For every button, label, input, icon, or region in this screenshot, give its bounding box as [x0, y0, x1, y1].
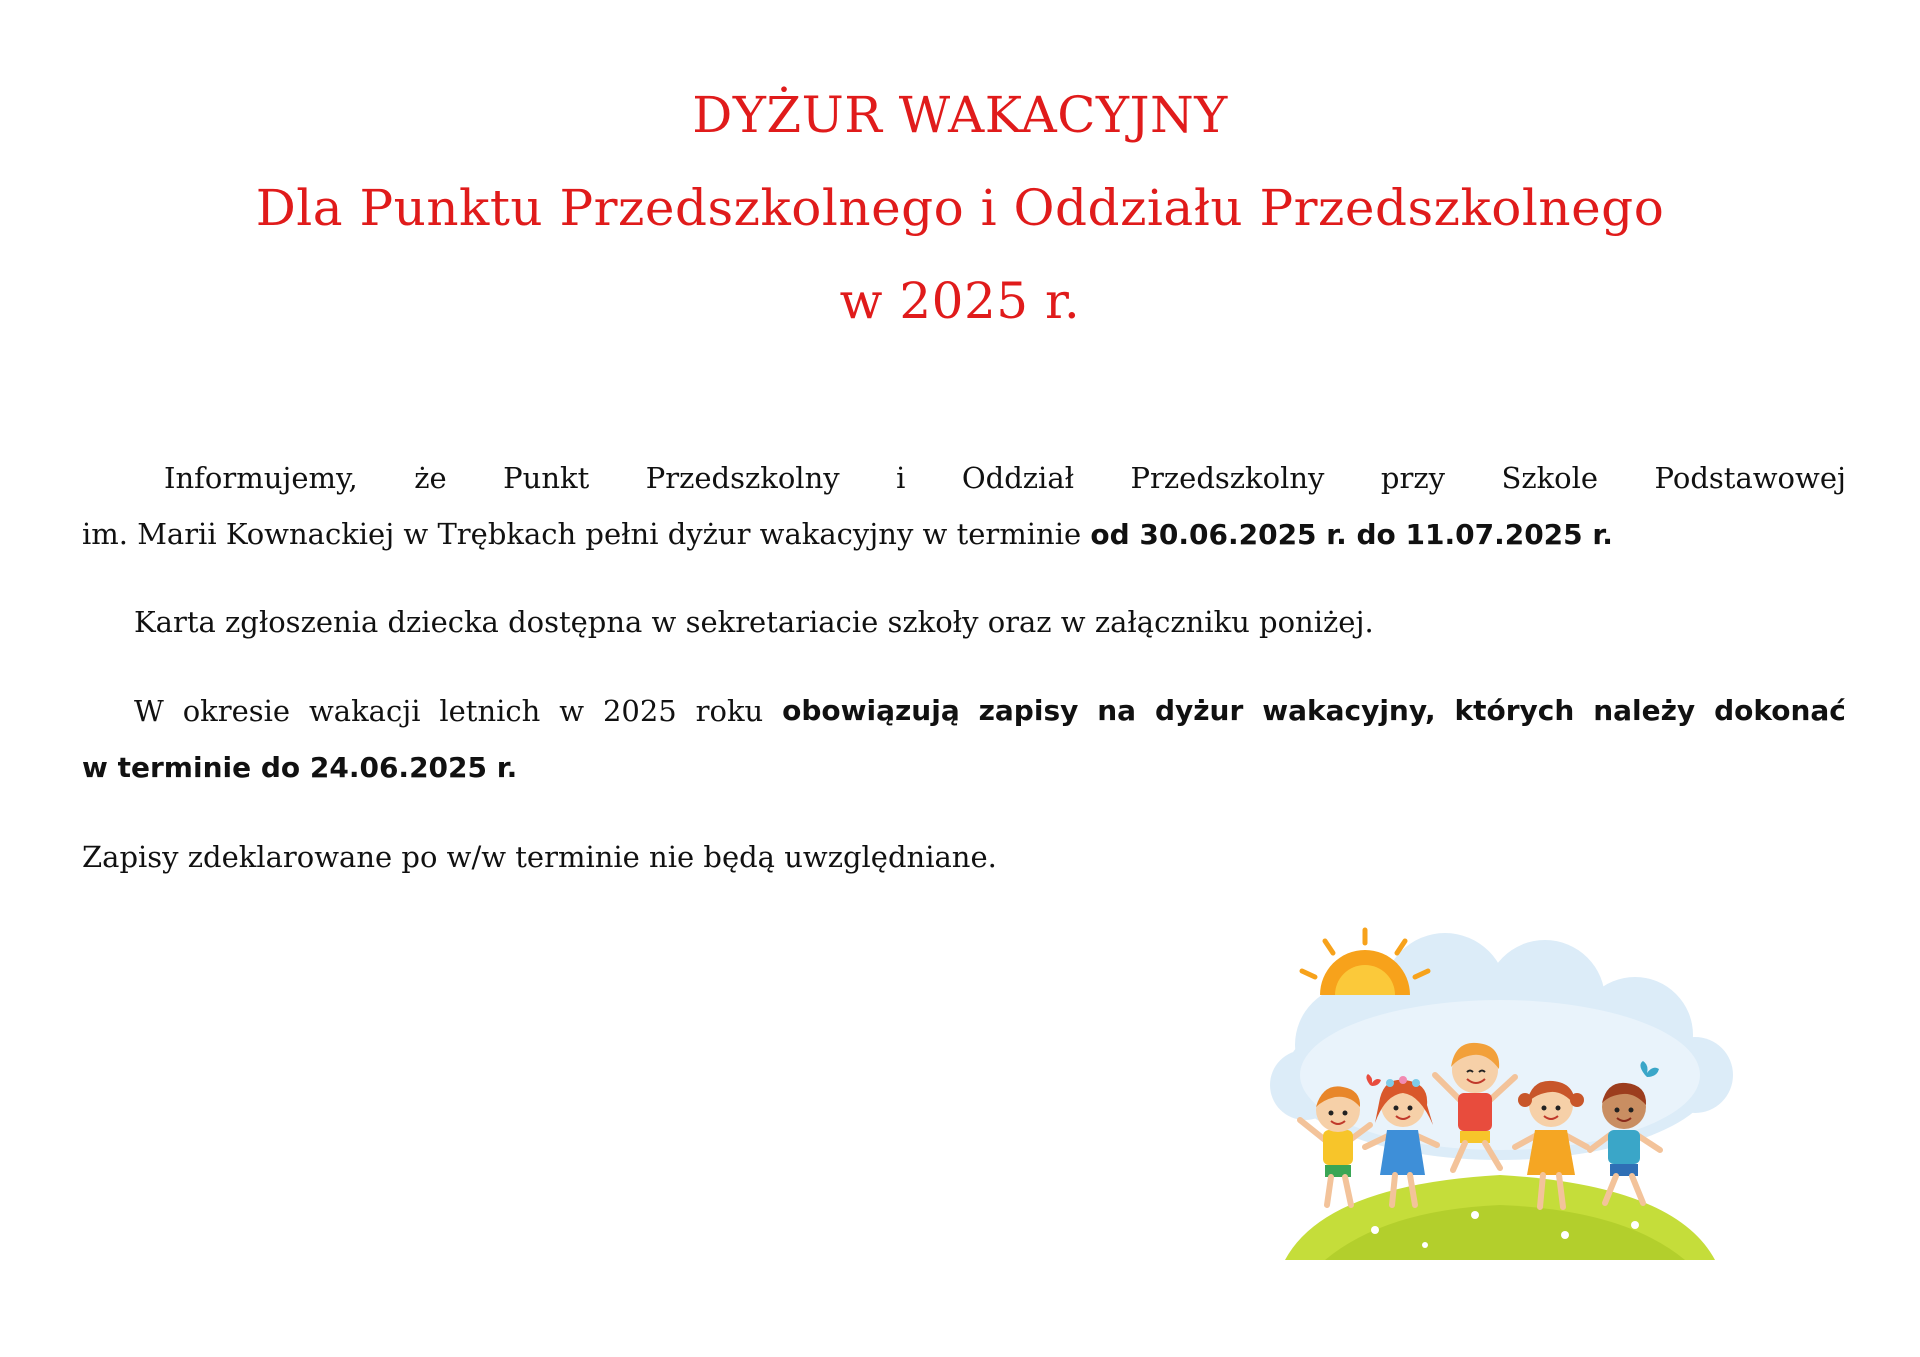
paragraph-3-word: okresie: [182, 694, 291, 728]
paragraph-1-word: Informujemy,: [164, 461, 358, 495]
paragraph-1-word: Przedszkolny: [645, 461, 840, 495]
paragraph-information: [82, 450, 1846, 563]
paragraph-3-bold-word: należy: [1593, 694, 1696, 727]
paragraph-3-bold-word: dyżur: [1154, 694, 1244, 727]
paragraph-1-word: Szkole: [1501, 461, 1599, 495]
paragraph-enrollment: [82, 683, 1846, 796]
enrollment-deadline: w terminie do 24.06.2025 r.: [82, 751, 518, 784]
paragraph-1-word: Przedszkolny: [1130, 461, 1325, 495]
paragraph-1-word: przy: [1380, 461, 1445, 495]
paragraph-3-bold-word: dokonać: [1714, 694, 1846, 727]
paragraph-3-word: wakacji: [308, 694, 421, 728]
title-line-1: DYŻUR WAKACYJNY: [692, 86, 1228, 144]
paragraph-3-bold-word: na: [1097, 694, 1137, 727]
title-line-2: Dla Punktu Przedszkolnego i Oddziału Przedszkolnego: [255, 179, 1665, 237]
title-line-3: w 2025 r.: [839, 272, 1081, 330]
paragraph-registration-form: [82, 594, 1846, 650]
paragraph-3-word: w: [559, 694, 585, 728]
paragraph-1-word: Punkt: [503, 461, 590, 495]
paragraph-1-word: że: [414, 461, 447, 495]
duty-date-range: od 30.06.2025 r. do 11.07.2025 r.: [1090, 518, 1613, 551]
paragraph-3-word: 2025: [602, 694, 677, 728]
paragraph-1-line-1: [82, 450, 1846, 506]
paragraph-4-text: Zapisy zdeklarowane po w/w terminie nie będą uwzględniane.: [82, 840, 997, 874]
paragraph-3-bold-word: wakacyjny,: [1262, 694, 1436, 727]
paragraph-2-text: Karta zgłoszenia dziecka dostępna w sekretariacie szkoły oraz w załączniku poniżej.: [134, 605, 1374, 639]
paragraph-3-bold-word: których: [1454, 694, 1575, 727]
paragraph-1-line-2: [82, 506, 1846, 563]
paragraph-3-line-2: [82, 739, 1846, 796]
paragraph-3-word: roku: [695, 694, 764, 728]
paragraph-1-word: Podstawowej: [1654, 461, 1846, 495]
paragraph-late-enrollment: [82, 829, 1846, 885]
paragraph-3-bold-word: zapisy: [978, 694, 1079, 727]
paragraph-1-word: i: [896, 461, 906, 495]
paragraph-3-word: letnich: [439, 694, 541, 728]
paragraph-3-bold-word: obowiązują: [782, 694, 960, 727]
children-playing-icon: [1265, 925, 1735, 1260]
paragraph-3-word: W: [134, 694, 164, 728]
paragraph-1-word: Oddział: [961, 461, 1075, 495]
paragraph-1-text: im. Marii Kownackiej w Trębkach pełni dyżur wakacyjny w terminie: [82, 517, 1091, 551]
paragraph-3-line-1: [82, 683, 1846, 739]
